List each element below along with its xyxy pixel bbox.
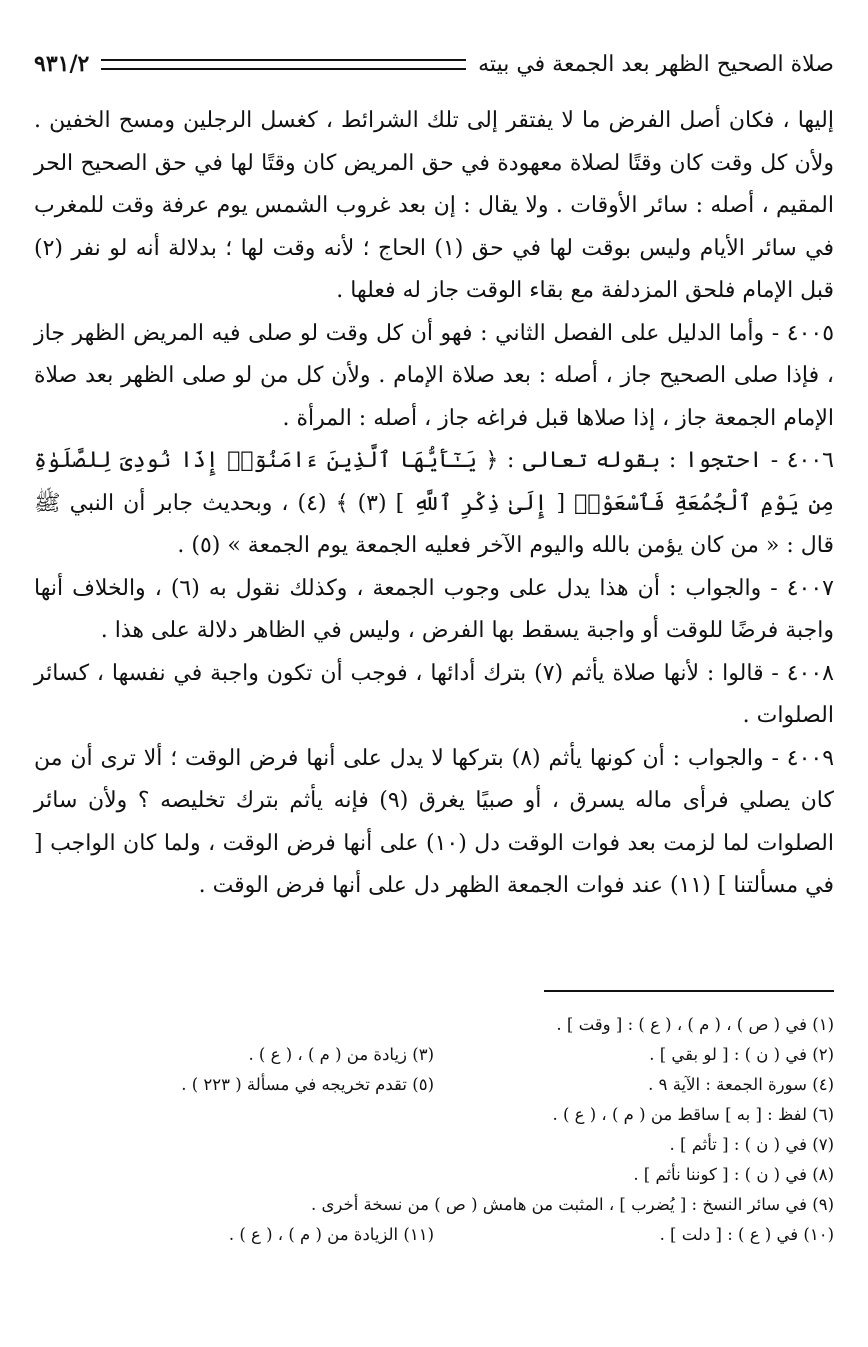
running-title: صلاة الصحيح الظهر بعد الجمعة في بيته [478,51,834,77]
footnote-4: (٤) سورة الجمعة : الآية ٩ . [648,1075,834,1094]
footnotes [34,1010,834,1250]
footnote-6: (٦) لفظ : [ به ] ساقط من ( م ) ، ( ع ) . [552,1105,834,1124]
paragraph-4006: ٤٠٠٦ - احتجوا : بقوله تعالى : ﴿ يَـٰٓأَيُّهَا ٱلَّذِينَ ءَامَنُوٓا۟ إِذَا نُودِىَ لِلصَّلَوٰةِ مِن يَوْمِ ٱلْجُمُعَةِ فَٱسْعَوْا۟ [ إِلَىٰ ذِكْرِ ٱللَّهِ ] (٣) ﴾ (٤) ، وبحديث جابر أن النبي ﷺ قال : « من كان يؤمن بالله واليوم الآخر فعليه الجمعة يوم الجمعة » (٥) . [34,448,835,558]
page-number: ٩٣١/٢ [34,51,90,77]
footnote-8: (٨) في ( ن ) : [ كوننا نأثم ] . [633,1165,834,1184]
footnote-2: (٢) في ( ن ) : [ لو بقي ] . [649,1045,834,1064]
paragraph-4008: ٤٠٠٨ - قالوا : لأنها صلاة يأثم (٧) بترك أدائها ، فوجب أن تكون واجبة في نفسها ، كسائر الصلوات . [34,660,834,728]
paragraph-4007: ٤٠٠٧ - والجواب : أن هذا يدل على وجوب الجمعة ، وكذلك نقول به (٦) ، والخلاف أنها واجبة فرضًا للوقت أو واجبة يسقط بها الفرض ، وليس في الظاهر دلالة على هذا . [34,575,834,643]
footnote-10: (١٠) في ( ع ) : [ دلت ] . [659,1225,834,1244]
footnote-row [34,1070,834,1100]
footnote-3: (٣) زيادة من ( م ) ، ( ع ) . [248,1045,434,1064]
footnote-11: (١١) الزيادة من ( م ) ، ( ع ) . [228,1225,434,1244]
footnote-row [34,1040,834,1070]
page-header [34,44,834,84]
paragraph-intro: إليها ، فكان أصل الفرض ما لا يفتقر إلى تلك الشرائط ، كغسل الرجلين ومسح الخفين . ولأن كل وقت كان وقتًا لصلاة معهودة في حق المريض كان وقتًا لها في حق الصحيح الحر المقيم ، أصله : سائر الأوقات . ولا يقال : إن بعد غروب الشمس يوم عرفة وقت للمغرب في سائر الأيام وليس بوقت لها في حق (١) الحاج ؛ لأنه وقت لها ؛ بدلالة أنه لو نفر (٢) قبل الإمام فلحق المزدلفة مع بقاء الوقت جاز له فعلها . [34,108,834,303]
footnote-row [34,1220,834,1250]
footnote-1: (١) في ( ص ) ، ( م ) ، ( ع ) : [ وقت ] . [556,1015,834,1034]
footnote-7: (٧) في ( ن ) : [ تأثم ] . [669,1135,834,1154]
main-text [34,100,834,908]
header-double-rule [101,59,466,70]
paragraph-4009: ٤٠٠٩ - والجواب : أن كونها يأثم (٨) بتركها لا يدل على أنها فرض الوقت ؛ ألا ترى أن من كان يصلي فرأى ماله يسرق ، أو صبيًا يغرق (٩) فإنه يأثم بترك تخليصه ؟ ولأن سائر الصلوات لما لزمت بعد فوات الوقت دل (١٠) على أنها فرض الوقت ، ولما كان الواجب [ في مسألتنا ] (١١) عند فوات الجمعة الظهر دل على أنها فرض الوقت . [34,745,835,898]
footnote-separator [544,990,834,992]
footnote-5: (٥) تقدم تخريجه في مسألة ( ٢٢٣ ) . [181,1075,434,1094]
footnote-9: (٩) في سائر النسخ : [ يُضرب ] ، المثبت من هامش ( ص ) من نسخة أخرى . [311,1195,834,1214]
paragraph-4005: ٤٠٠٥ - وأما الدليل على الفصل الثاني : فهو أن كل وقت لو صلى فيه المريض الظهر جاز ، فإذا صلى الصحيح جاز ، أصله : بعد صلاة الإمام . ولأن كل من لو صلى الظهر بعد صلاة الإمام الجمعة جاز ، إذا صلاها قبل فراغه جاز ، أصله : المرأة . [34,320,835,431]
